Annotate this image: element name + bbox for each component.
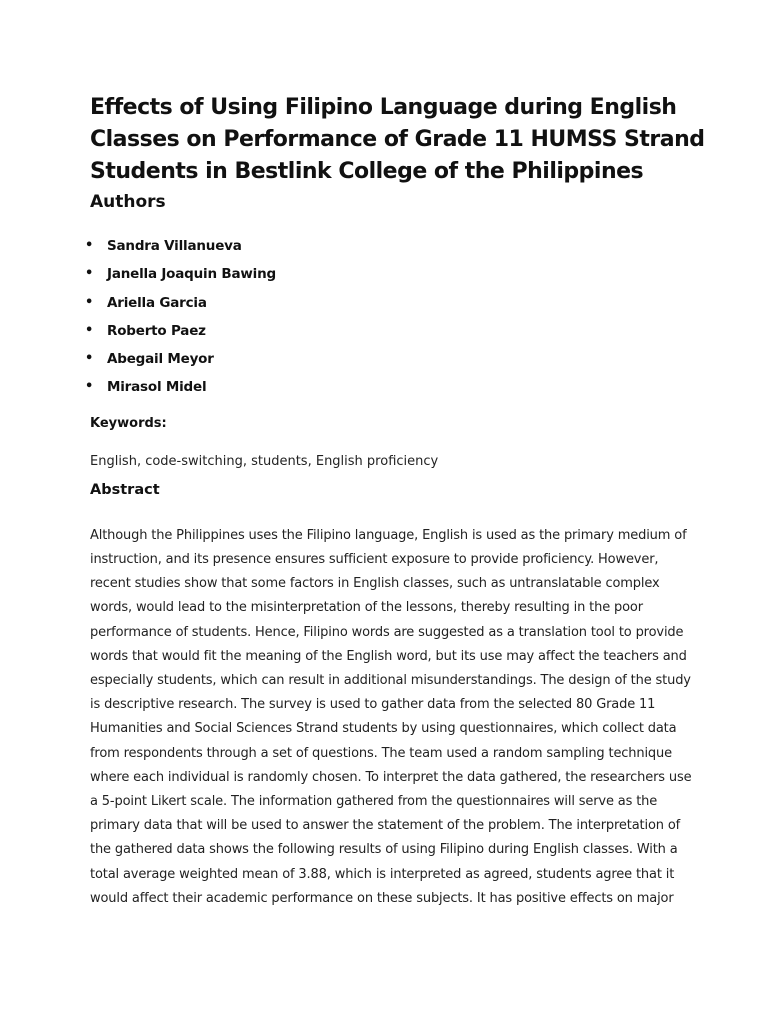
author-item	[85, 349, 680, 377]
author-list	[85, 236, 680, 406]
author-name: Sandra Villanueva	[107, 238, 242, 254]
bullet-icon: •	[85, 322, 94, 338]
abstract-line: words, would lead to the misinterpretation of the lessons, thereby resulting in the poor	[90, 600, 643, 616]
abstract-heading: Abstract	[90, 481, 160, 498]
abstract-line: especially students, which can result in additional misunderstandings. The design of the study	[90, 673, 691, 688]
document-title	[90, 92, 705, 188]
bullet-icon: •	[85, 266, 94, 282]
abstract-line: recent studies show that some factors in English classes, such as untranslatable complex	[90, 576, 660, 592]
author-name: Janella Joaquin Bawing	[107, 266, 276, 283]
document-page	[85, 92, 705, 911]
abstract-line: a 5-point Likert scale. The information gathered from the questionnaires will serve as the	[90, 794, 658, 810]
abstract-line: primary data that will be used to answer the statement of the problem. The interpretation of	[90, 818, 681, 834]
author-item	[85, 377, 680, 405]
abstract-line: the gathered data shows the following results of using Filipino during English classes. With a	[90, 842, 678, 858]
author-item	[85, 264, 680, 292]
abstract-line: performance of students. Hence, Filipino words are suggested as a translation tool to provide	[90, 624, 684, 640]
bullet-icon: •	[85, 294, 94, 310]
author-name: Abegail Meyor	[107, 351, 214, 368]
abstract-line: Humanities and Social Sciences Strand students by using questionnaires, which collect data	[90, 721, 677, 737]
author-item	[85, 236, 680, 264]
abstract-line: is descriptive research. The survey is used to gather data from the selected 80 Grade 11	[90, 697, 656, 713]
abstract-line: words that would fit the meaning of the English word, but its use may affect the teachers and	[90, 648, 687, 664]
author-item	[85, 321, 680, 349]
abstract-line: from respondents through a set of questions. The team used a random sampling technique	[90, 745, 672, 761]
abstract-line: where each individual is randomly chosen. To interpret the data gathered, the researchers use	[90, 769, 692, 785]
abstract-body	[90, 524, 692, 911]
title-line: Students in Bestlink College of the Philippines	[90, 159, 644, 184]
keywords-label: Keywords:	[90, 415, 167, 431]
bullet-icon: •	[85, 238, 94, 253]
author-name: Ariella Garcia	[107, 294, 207, 311]
abstract-line: Although the Philippines uses the Filipino language, English is used as the primary medium of	[90, 527, 687, 543]
author-name: Roberto Paez	[107, 322, 206, 339]
author-name: Mirasol Midel	[107, 379, 207, 396]
abstract-line: total average weighted mean of 3.88, which is interpreted as agreed, students agree that it	[90, 866, 675, 882]
authors-heading: Authors	[90, 192, 166, 212]
title-line: Classes on Performance of Grade 11 HUMSS Strand	[90, 127, 705, 152]
bullet-icon: •	[85, 379, 94, 395]
bullet-icon: •	[85, 351, 94, 367]
keywords-text: English, code-switching, students, English proficiency	[90, 453, 439, 469]
title-line: Effects of Using Filipino Language during English	[90, 95, 677, 120]
abstract-line: instruction, and its presence ensures sufficient exposure to provide proficiency. However,	[90, 551, 659, 567]
abstract-line: would affect their academic performance on these subjects. It has positive effects on major	[90, 890, 674, 906]
author-item	[85, 293, 680, 321]
